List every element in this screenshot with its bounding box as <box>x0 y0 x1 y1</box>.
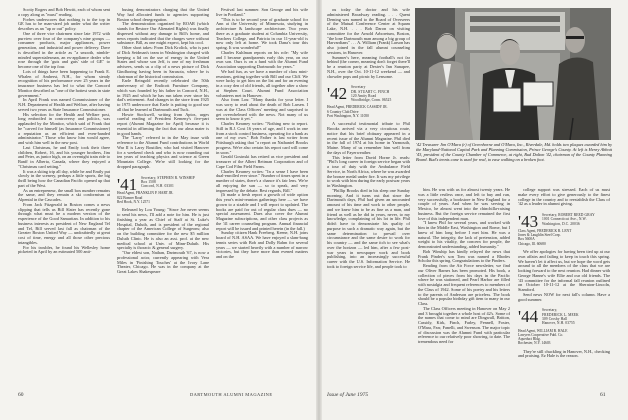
paragraph: "Our eldest son, Nathan, Dartmouth '67, is now a professional actor, currently appearing with Vera Miles in 'Finishing Touches' at the Ivory Lane Theater, Chicago. He was in the company at the Great Lakes Shakespeare <box>117 250 209 275</box>
head-agent-address <box>327 105 410 118</box>
address-line: Chicago, Ill. 60680 <box>518 241 546 246</box>
head-agent-address <box>518 329 610 346</box>
address-line: Head Agent, FRANKLIN P. HART JR. <box>117 191 174 196</box>
secretary-address <box>542 213 610 226</box>
paragraph: Charles Kearney writes: "In a sense I have been dual-enrolled ever since." Number of times spent in a number of states, there's a chance it's fair lens. We're all enjoying the sun — so to speak, and very impressed by the debate. Best regards, Bill." <box>216 168 308 193</box>
paragraph: Charles Kuhlman reports on his role: "My wife and I became grandparents early this year, on our own son. Ours is on a fund with the Alumni Fund Association supporting Dartmouth for years." <box>216 49 308 69</box>
text-column-5 <box>418 188 510 380</box>
address-line: Rochester, N.Y. 14603 <box>518 341 551 346</box>
secretary-address <box>351 85 410 102</box>
paragraph: Gerald Gosinski has retired as vice president and treasurer of the Albert Reitman Corporation and of Cape Cod Film Field Farms. <box>216 154 308 169</box>
paragraph: Charles Kearney writes: "Nothing new to report. Still in B.J. Cost 16 years of age, and I work in one from a stock control business, operating for a bank as one of my own." Bob Father is last writer from Pittsburgh asking that "a report on Nathaniel Brooks progress. We're also certain his report card will come in soon." <box>216 121 308 155</box>
address-line: Box 5600A <box>518 237 535 242</box>
class-year: '42 <box>327 84 348 104</box>
class-year: '43 <box>518 212 539 231</box>
right-page-number: 61 <box>600 392 606 398</box>
address-line: Secretary <box>351 85 366 90</box>
paragraph: Also from Lou: "Many thanks for your letter. I was sorry to read about the death of Bob Larsen. I was at the Class Officers' meeting and surprised to get overwhelmed with the news. Not many of us seem to know it yet." <box>216 97 308 122</box>
address-line: Woodbridge, Conn. 06525 <box>351 98 392 103</box>
address-line: Secretary, STEPHEN R. WINSHIP <box>141 175 195 180</box>
left-running-head: DARTMOUTH ALUMNI MAGAZINE <box>190 392 273 397</box>
paragraph: Send news NOW for next fall's column. Have a good summer. <box>518 291 610 302</box>
class-year: '44 <box>518 307 539 327</box>
address-line: Concord, N.H. 03301 <box>141 184 174 189</box>
right-running-head: Issue of June 1975 <box>327 392 369 398</box>
paragraph: The "Larry" referred to in the May issue with reference to the Alumni Fund contributions in World War II is Larry Boutilier, who had visited Hanover for a weekend check and who is now rounding out ten years of teaching physics and science at Green Mountain College. We're still looking for the dropped paragraph. <box>117 135 209 169</box>
paragraph: His selection for the Health and Welfare post, long embroiled in controversy and politics, was applauded by the Monitor, which said of Frank that he "carved for himself (as Insurance Commissioner) a reputation as an efficient and even-handed administrator." Those who know him would agree, and wish him well in the new post. <box>18 111 110 145</box>
address-line: Head Agent, WILLIAM B. HALE <box>518 328 568 333</box>
text-column-1 <box>18 8 110 380</box>
page-gutter <box>316 0 322 420</box>
paragraph: busing demonstrators charging that the United Way had allocated funds to agencies supporting Boston school desegregation. <box>117 8 209 22</box>
address-line: Jones & Laughlin Steel Corp. <box>518 233 561 238</box>
paragraph: Released by Lou Young: "Since Joe never seems to send his news, I'll add a note for him. He is just finishing a year as Chief of Staff at St. Luke's Hospital, Duluth, and is president of the regional chapter of the American College of Surgeons; also on the building committee for the new $5 million Duluth Clinic. He is also an asst. prof. at the new medical school at Univ. of Minn-Duluth. His specialty is thoracic & general surgery. <box>117 207 209 251</box>
paragraph: In April Frank was named Commissioner of the N.H. Department of Health and Welfare, after having served two years as State Insurance Commissioner. <box>18 97 110 112</box>
class-header <box>518 308 610 345</box>
paragraph: They're still chuckling in Hanover, N.H., checking and praising. Ez Hale is the reason. <box>518 348 610 359</box>
address-line: DR. STUART C. FINCH <box>351 89 390 94</box>
paragraph: Sunday citizen Hank Freeberg, Keene, N.H. joins board of N.H. ASAA. We have enjoyed a slam-bang tennis series with Bob and Dolly Rahm for several years — we started heavily with a number of narrow victories, but they have more than evened matters and on the <box>216 230 308 259</box>
secretary-address <box>141 176 209 189</box>
text-column-6 <box>518 188 610 380</box>
paragraph: From Jack Fitzgerald in Boston comes a news clipping that tells us Bill Slater has recently gone through what must be a modern version of the experience of the Good Samaritan. In addition to his business interests as president of New England Tel and Tel, Bill served last fall as chairman of the Greater Boston United Way — undoubtedly at great cost of time, energy and all those other precious intangibles. <box>18 201 110 245</box>
address-line: Lawyers Cooperative Publ. Co. <box>518 332 564 337</box>
paragraph: Bob Winship has kindly relayed the news that Frank Pinder's son Tom was named a Rhodes Scholar this spring. Congratulations to the Pinders. <box>418 248 510 264</box>
address-line: Secretary, <box>542 308 558 313</box>
class-header <box>327 85 410 118</box>
photo-plaque-presentation <box>415 8 611 140</box>
address-line: Class Agent, FREDERICK R. LENT <box>518 228 572 233</box>
paragraph: A successful testimonial tribute to Phil Brooks arrived via a very circuitous route, notice that his brief obituary appeared in a recent issue of the Alumni Magazine. Phil died in the fall of 1974 at his home in Yarmouth, Maine. Many of us remember him well from the days of Fayerweather. <box>327 121 410 155</box>
address-line: Red Hook, N.Y. 12571 <box>117 199 150 204</box>
paragraph: Forbes underscores that nothing is to the top in GE has to be man-sized job under what the writer describes as an "up or out" policy. <box>18 16 110 31</box>
head-agent-address <box>518 229 610 246</box>
address-line: 1001 Connecticut Ave., N.W. <box>542 217 587 222</box>
text-column-2 <box>117 8 209 380</box>
paragraph: "I knew Phil for several years, and worked with him in the Middle East, Washington and Rome, but I knew of him long before I met him. He was a natural. The integrity, the lack of pretension, added weight to his vitality, the concern for people, the demonstrated understanding, added humanity." <box>418 220 510 249</box>
paragraph: The Class Officers meeting in Hanover on May 2 and 3 brought together a whole host of 42's. Some of the names that come to mind are Dingwall, Britton, Cassidy, Kirk, Finch, Farley, Fennell, Foster, O'Mara, Farr, Fanelli, and Swenson. The major topic of discussion was the Alumni Fund with particular reference to our relatively poor showing, to date. The tremendous need for <box>418 305 510 344</box>
paragraph: Howie Stockwell, writing from Aptos, urges careful reading of President Kemeny's five-part report (Alumni Magazine for April) because it is essential in affirming the fact that our alma mater is in good hands. <box>117 111 209 136</box>
class-year: '41 <box>117 174 138 194</box>
class-header <box>117 176 209 205</box>
address-line: Washington, D.C. 20036 <box>542 221 580 226</box>
paragraph: Earle Reingold recently celebrated the 50th anniversary of the Endicott Furniture Company, which was founded by his father in Concord, N.H., in 1925 and which he has run taken over since his dad's retirement. And changes in the store from 1925 to 1975 underscore that Earle is putting to good use all that he learned at Dartmouth and Tuck. <box>117 78 209 112</box>
address-line: Aqueduct Bldg. <box>518 337 541 342</box>
paragraph: This letter from David Horne Jr. reads: "Phil's long career in foreign service began with a tour of duty with the Ambulance Field Service, in North Africa, where he was awarded the bronze medal under fire. It was my privilege to work with him during the early postwar years in Washington. <box>327 154 410 189</box>
paragraph: As an entrepreneur, the small box number remains the same, and they remain a ski conformism at Alpental in the Cascades. <box>18 187 110 202</box>
address-line: 309 Crosby Hall <box>542 316 568 321</box>
address-line: Port Washington, N.Y. 11050 <box>327 114 369 119</box>
photo-image <box>415 8 611 140</box>
paragraph: One of three vice chairmen since late 1972 with purview over four of the company's nine groups — consumer products, major appliances, power generation, and industrial and power delivery. Dave is described in the article as "a smooth, nimble-minded superstalesman, an ex-appliance dealer who rose through the 'guts and guts' side of GE" to become one of the top four. <box>18 30 110 69</box>
address-line: Hanover, N.H. 03755 <box>542 321 575 326</box>
address-line: 120 Amity Road <box>351 93 377 98</box>
address-line: 822 Bonner Road <box>117 195 143 200</box>
secretary-address <box>542 308 610 325</box>
paragraph: The demonstration organized by ROAR (which stands for Restore Our Alienated Rights) was finally dispersed without any damage to Bill's home, and news reports indicated that the charges were without substance. Bill, as one might expect, kept his cool. <box>117 21 209 46</box>
paragraph: It was a skiing trip all day, while he and Emily put slowly in the scenery, perhaps a little sports, the big thrill being how the Canadian Pacific opened up that part of the West. <box>18 168 110 188</box>
paragraph: "This is to be second year of graduate school for Ann at the University of Minnesota, studying in architecture & landscape architecture. Two years there as a graduate student at Columbia University, Teachers College, and Patricia in our 11-year-old is now only left at home. We took Dana's tour this spring. It was wonderful!" <box>216 16 308 50</box>
address-line: Secretary, ROBERT REED GRAY <box>542 213 595 217</box>
paragraph: We offer apologies for having been tied up at our own affairs and failing to keep in touch this spring. We haven't let it affect us, but we hope the word gets around to all the members of the class that we are looking forward to the next reunion. Had dinner with George Hanne's wife Ellie and our old friends. The '43 committee for the informal fall reunion outlined on October 10-11-12 at the Sheraton-Lincoln, Stamford. <box>518 249 610 293</box>
paragraph: him. He was with us for almost twenty years. He was a little restless once, and left to buy and run, very successfully, a bookstore in New England for a couple of years. And when he was serving in Mexico, he almost went into the chinchilla-raising business. But the foreign service remained the first love of this independent man. <box>418 188 510 221</box>
paragraph: Other short takes: From Dick Krolick, who is part of Dick Seidman's team in Washington charged with keeping a lid on the use of energy in the United States and whose son Jeff, is one of my freshman advisees, sends us a clip of a news picture of Dick Gindhoring having been in Sarasota, where he is chairman of the historical commission. <box>117 45 209 79</box>
paragraph: (It made a fresh report a growth of wide option this year's mini-reunion gatherings here — we have grown to a sizable and I will report to updated. The books are paid for out of regular class dues — no special assessment. Dues also cover the Alumni Magazine subscriptions, and other class projects as the '41 career counseling program. Annual financial report will be issued and printed herein (in the fall.) <box>216 192 308 231</box>
paragraph: Reading from the Air Force newsletter, we find our Oliver Barnes has been promoted. His book, a collection of pieces from his days in the Pacific where he was stationed, and Pearl Harbor are filled with nostalgia and frequent references to members of the Class of 1942. Some of his poetry and his letters to the parents of Anderson are priceless. The book should be a popular birthday gift item to many in our Class. <box>418 263 510 306</box>
paragraph: Lots of things have been happening to Frank E. Whalen of Amherst, N.H., for whom steady recognition of his performance over 25 years in the insurance business has led to what the Concord Monitor described as "one of the hottest seats in state government." <box>18 68 110 98</box>
address-line: Box 1508 <box>141 179 156 184</box>
paragraph: college support was stressed. Each of us must make every effort to give generously to the finest college in the country and to reestablish the Class of '42 as a leader in alumni giving. <box>518 188 610 207</box>
paragraph: ou today the doctor and his wife administered Broadway reading. . . . Quent Deming was named to the Board of Overseers of the Mutual Conference Center at Squam Lake, N.H. . . . Bob Daron on visiting committee for the Arnold Arboretum, Boston, "the lone Dartmouth man among a big group of Harvardians" . . . A. William (Frank) Larson has also joined in the fall alumni counseling sessions, in Hanover. <box>327 8 410 55</box>
paragraph: Last Christmas, he and Emily took their three children, Robert, 16, and his younger brothers, Jim and Peter, as junior high, on an overnight train ride to Banff in Alberta, Canada, where they enjoyed a "Christmas card setting." <box>18 144 110 169</box>
paragraph: Scotty Rogers and Bob Hewitt, each of whom sent a copy along as "must" reading. <box>18 8 110 17</box>
class-header <box>518 213 610 246</box>
paragraph: "Phillip Brooks died in his sleep one Sunday morning. And it turns out that since the Dartmouth days, Phil had given an uncounted amount of his time and work to other people, and we knew him to be as fine as a man, and friend as well as he did in years, never, to my knowledge, complaining of his lot in life. Phil didn't have to demonstrate his quality of purpose in such a dramatic way again, but the same determination to prevail over circumstance and the same desire to work for his country — and the same itch to see what's over the horizon — led him, after a few post-war years in newspaper work and book publishing, into an increasingly successful career with the U.S. Information Service. He took to foreign service life, and people took to <box>327 187 410 269</box>
left-page-number: 60 <box>18 392 24 398</box>
address-line: Head Agent, FREDERICK CASSIDY JR. <box>327 105 388 110</box>
text-column-3 <box>216 8 308 380</box>
paragraph: For his troubles, he found his Wellesley home picketed in April by an estimated 500 anti- <box>18 244 110 255</box>
paragraph: We had fun, as we have a number of class mini-reunions, getting together with Bill and our Cliff. We were lucky to get him on the list and for an evening in a cozy den of old friends, all together after a show at Stephen Court. Alumni Fund Association volunteers met in Hanover. <box>216 68 308 98</box>
photo-caption: '42 Treasurer Jim O'Mara (r) of Greenhorne and O'Mara, Inc., Riverdale, Md. holds two plaques awarded him by the Maryland-National Capital Park and Planning Commission, Prince George's County. At left is Henry Abbott '43, president of the County Chamber of Commerce, at right, Bud Dalton '42, chairman of the County Planning Board. Bud's tennis cane is used for real, to ease walking on a broken foot. <box>416 142 612 162</box>
text-column-4 <box>327 8 410 380</box>
paragraph: Festival last summer. Son George and his wife live in Portland." <box>216 8 308 17</box>
address-line: FREDERICK L. MEEK <box>542 312 579 317</box>
address-line: 6 Country Club Drive <box>327 109 359 114</box>
paragraph: Summer's here, meaning football's not far behind (the corner, meaning don't forget there'll be a reunion party at Dexter's Inn Sunapee, N.H., over the Oct. 10-11-12 weekend — and chowder pops and picnic by Lensome. <box>327 54 410 79</box>
